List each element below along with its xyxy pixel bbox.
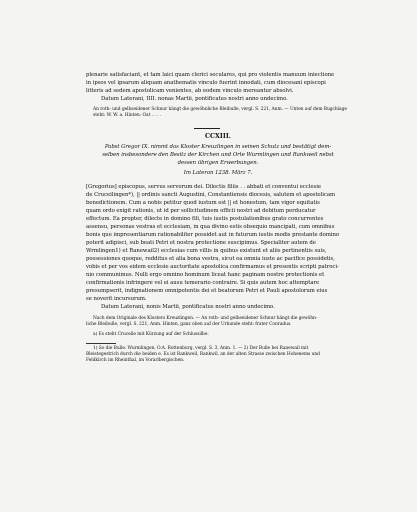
summary-line: dessen übrigen Erwerbungen. (177, 160, 259, 166)
body-line: confirmationis infringere vel ei ausu temerario contraire. Si quis autem hoc attemptare (86, 280, 320, 286)
seal-note: An roth- und gelbseidener Schnur hängt die gewöhnliche Bleibulle, vergl. S. 221, Anm. — Unten auf dem Bugchlage steht: W. W. a. Hinten: Oat . . . . (93, 107, 347, 119)
footnote-line: Bleistegestrich durch die beiden e. Es ist Rankweil, Rankwil, an der alten Strasse zwischen Hohenems und (86, 352, 320, 357)
body-line: effectum. Ea propter, dilecte in domino fili, tuis iustis postulationibus grato concurrentes (86, 216, 324, 222)
place-date: Im Lateran 1238. März 7. (183, 170, 253, 176)
text-line: in ipsos vel ipsarum aliquam anathematis vinculo fuerint innodati, cum diocesani episcopi (86, 80, 326, 86)
body-line: se noverit incursurum. (86, 296, 147, 302)
summary-line: Pabst Gregor IX. nimmt das Kloster Kreuzlingen in seinen Schutz und bestätigt dem- (104, 144, 332, 150)
body-line: bonis que impresentiarum rationabiliter possidet aut in futurum iustis modis prestante domino (86, 232, 340, 238)
datum-line: Datum Laterani, nonis Martii, pontificatus nostri anno undecimo. (101, 304, 275, 310)
datum-line: Datum Laterani, IIII. nonas Martii, pontificatus nostri anno undecimo. (101, 96, 288, 102)
note-line: Nach dem Originale des Klosters Kreuzlingen. — An roth- und gelbseidener Schnur hängt die gewöhn- (93, 316, 318, 321)
body-line: de Cruceilingen*), || ordinis sancti Augustini, Constantiensis diocesis, salutem et apostolicam (86, 192, 336, 198)
body-line: assensu, personas vestras et ecclesiam, in qua divino estis obsequio mancipati, cum omnibus (86, 224, 335, 230)
text-line: litteris ad sedem apostolicam venientes, ab eodem vinculo mereantur absolvi. (86, 88, 294, 94)
text-line: plenarie satisfaciant, et tam laici quam clerici seculares, qui pro violentis manuum iniectione (86, 72, 335, 78)
body-line: poterit adipisci, sub beati Petri et nostra protectione suscipimus. Specialiter autem de (86, 240, 316, 246)
body-line: Wrmlingen1) et Ranewail2) ecclesias cum villis in quibus existunt et aliis pertinentiis suis, (86, 248, 327, 254)
summary-line: selben insbesondere den Besitz der Kirchen und Orte Wurmlingen und Rankweil nebst (102, 152, 334, 158)
footnote-a: a) Es steht Cruceile mit Kürzung auf der Schlussilbe. (93, 332, 209, 337)
section-heading: CCXIII. (205, 133, 231, 140)
body-line: presumpserit, indignationem omnipotentis dei et beatorum Petri et Pauli apostolorum eius (86, 288, 328, 294)
body-line: [Gregorius] episcopus, servus servorum dei. Dilectis filiis . . abbati et conventui ecclesie (86, 184, 321, 190)
body-line: possessiones quoque, redditus et alia bona vestra, sicut ea omnia iuste ac pacifice possidetis, (86, 256, 335, 262)
body-line: quam ordo exigit rationis, ut id per sollicitudinem officii nostri ad debitum perducatur (86, 208, 316, 214)
footnote-line: 1) So die Bulle. Wurmlingen, O.A. Rottenburg, vergl. S. 3, Anm. 1. — 2) Der Bulle bei Ranewail mit (93, 346, 309, 351)
footnote-divider (86, 343, 116, 344)
note-line: liche Bleibulle, vergl. S. 221, Anm. Hinten, ganz oben auf der Urkunde steht: frater Conradus. (86, 322, 292, 327)
body-line: benedictionem. Cum a nobis petitur quod iustum est || et honestum, tam vigor equitatis (86, 200, 320, 206)
body-line: nio communimus. Nulli ergo omnino hominum liceat hanc paginam nostre protectionis et (86, 272, 325, 278)
footnote-line: Feldkirch im Rheinthal, im Vorarlbergischen. (86, 358, 185, 363)
body-line: vobis et per vos eidem ecclesie auctoritate apostolica confirmamus et presentis scripti patroci- (86, 264, 339, 270)
section-divider (194, 128, 220, 129)
